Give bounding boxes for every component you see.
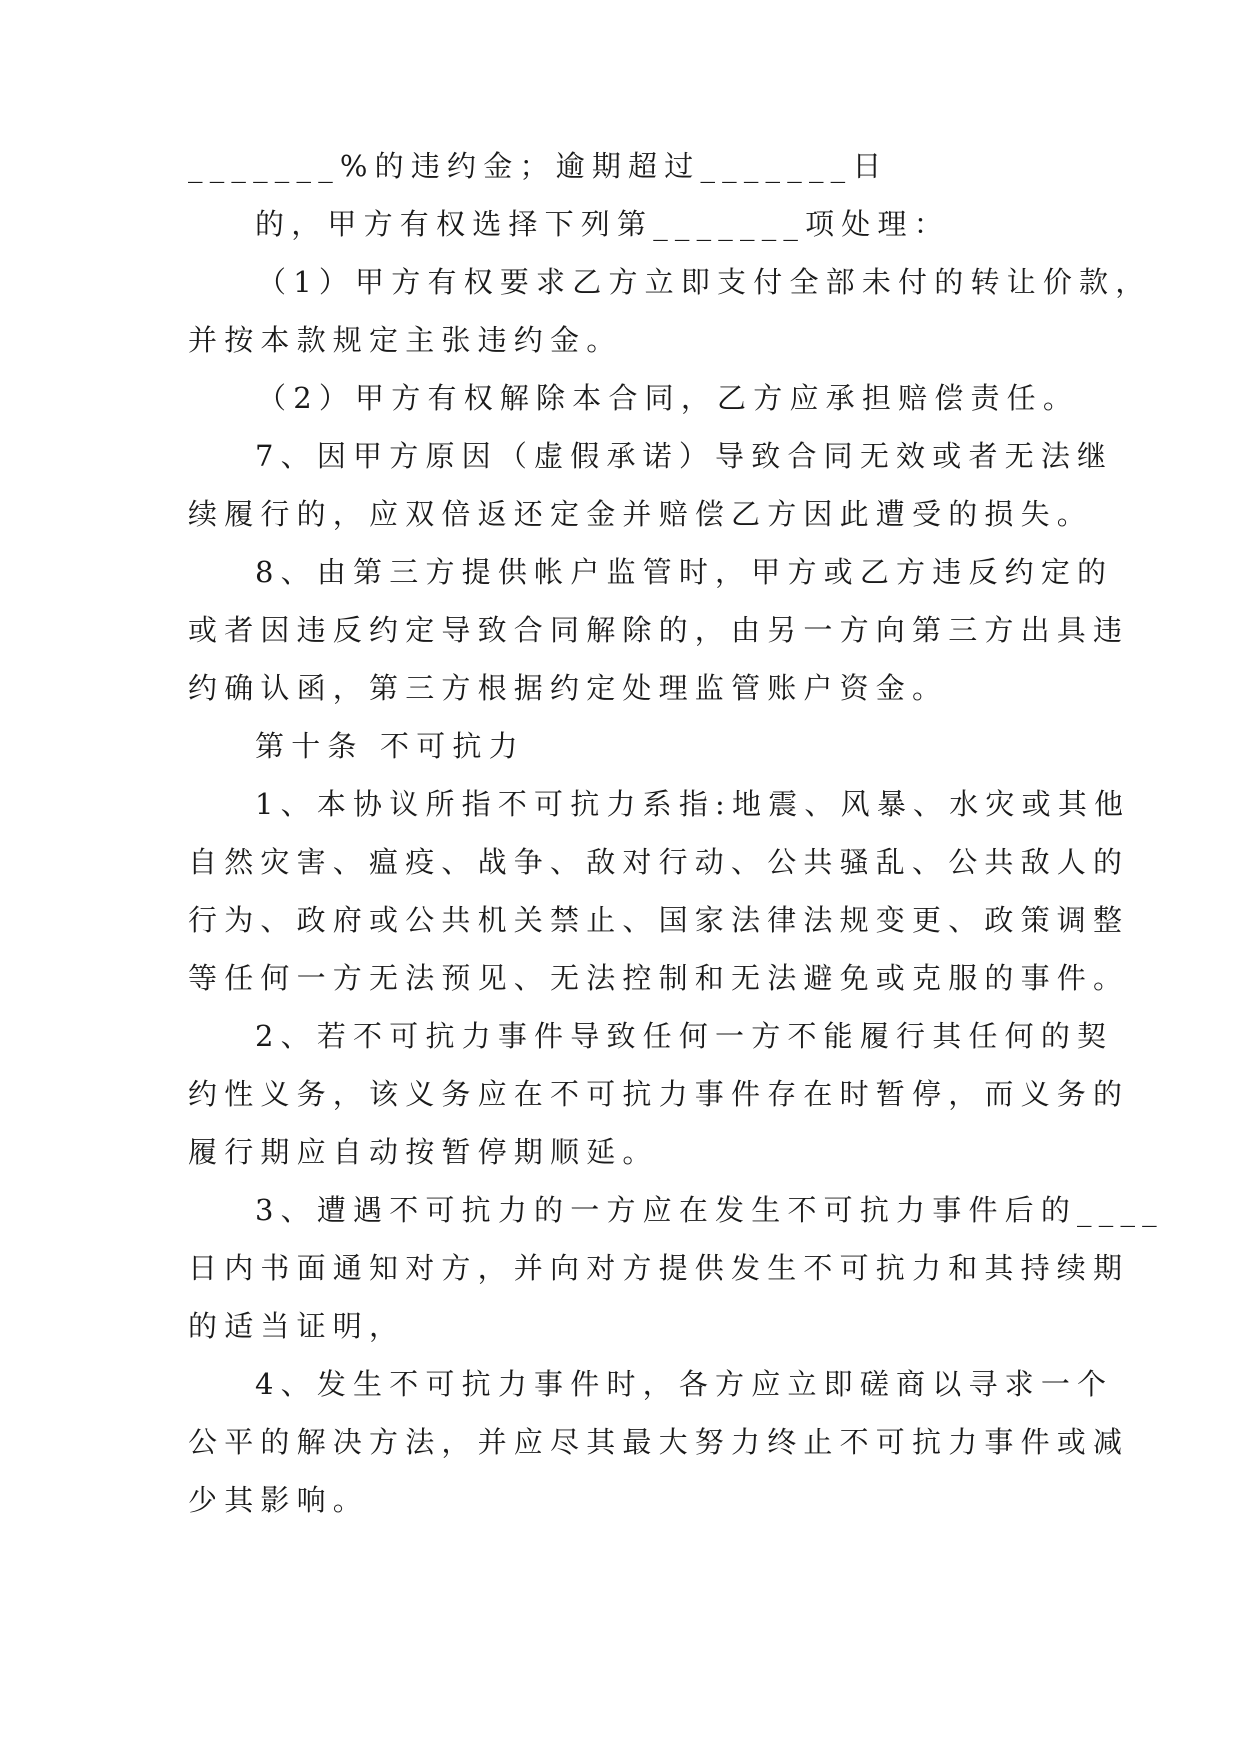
- text-line: 7、因甲方原因（虚假承诺）导致合同无效或者无法继: [255, 439, 1114, 473]
- text-line: 少其影响。: [188, 1483, 370, 1517]
- text-line: 的，甲方有权选择下列第_______项处理：: [255, 207, 950, 241]
- text-line: _______%的违约金；逾期超过_______日: [188, 149, 889, 183]
- text-line: 的适当证明，: [188, 1309, 406, 1343]
- text-line: 自然灾害、瘟疫、战争、敌对行动、公共骚乱、公共敌人的: [188, 845, 1130, 879]
- text-line: 3、遭遇不可抗力的一方应在发生不可抗力事件后的____: [255, 1193, 1164, 1227]
- text-line: 公平的解决方法，并应尽其最大努力终止不可抗力事件或减: [188, 1425, 1130, 1459]
- text-line: 续履行的，应双倍返还定金并赔偿乙方因此遭受的损失。: [188, 497, 1094, 531]
- text-line: 履行期应自动按暂停期顺延。: [188, 1135, 659, 1169]
- text-line: 2、若不可抗力事件导致任何一方不能履行其任何的契: [255, 1019, 1114, 1053]
- section-heading: 第十条 不可抗力: [255, 729, 525, 763]
- text-line: 并按本款规定主张违约金。: [188, 323, 623, 357]
- text-line: （1）甲方有权要求乙方立即支付全部未付的转让价款，: [257, 265, 1152, 299]
- text-line: 约确认函，第三方根据约定处理监管账户资金。: [188, 671, 949, 705]
- text-line: 1、本协议所指不可抗力系指:地震、风暴、水灾或其他: [255, 787, 1131, 821]
- text-line: 等任何一方无法预见、无法控制和无法避免或克服的事件。: [188, 961, 1130, 995]
- text-line: 4、发生不可抗力事件时，各方应立即磋商以寻求一个: [255, 1367, 1114, 1401]
- text-line: 行为、政府或公共机关禁止、国家法律法规变更、政策调整: [188, 903, 1130, 937]
- text-line: 8、由第三方提供帐户监管时，甲方或乙方违反约定的: [255, 555, 1114, 589]
- text-line: （2）甲方有权解除本合同，乙方应承担赔偿责任。: [257, 381, 1080, 415]
- text-line: 或者因违反约定导致合同解除的，由另一方向第三方出具违: [188, 613, 1130, 647]
- text-line: 约性义务，该义务应在不可抗力事件存在时暂停，而义务的: [188, 1077, 1130, 1111]
- text-line: 日内书面通知对方，并向对方提供发生不可抗力和其持续期: [188, 1251, 1130, 1285]
